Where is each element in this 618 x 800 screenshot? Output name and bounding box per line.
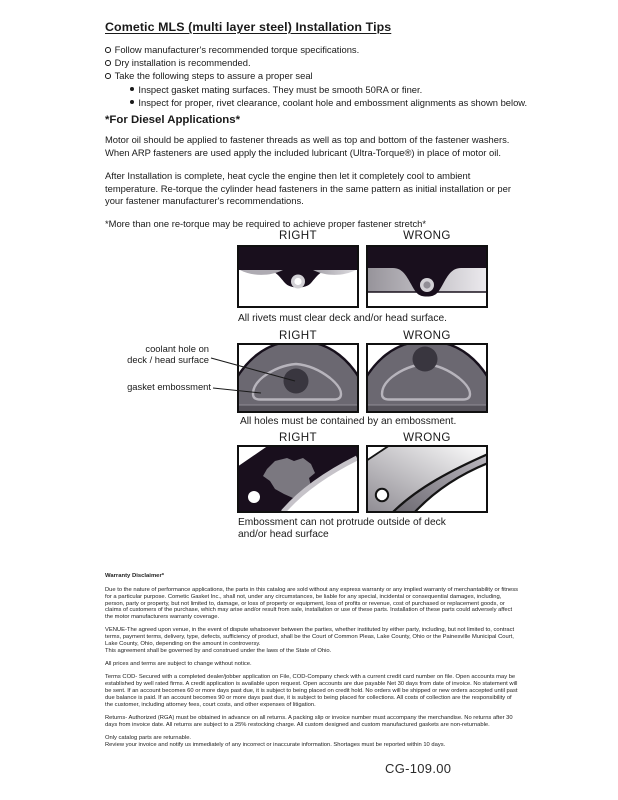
rivet-center bbox=[294, 278, 301, 285]
figure3-diagrams bbox=[237, 445, 488, 513]
leader-line-coolant bbox=[211, 358, 295, 381]
warranty-section bbox=[105, 573, 519, 755]
figure-caption: Embossment can not protrude outside of deck and/or head surface bbox=[238, 517, 446, 540]
open-bullet-icon bbox=[105, 73, 111, 79]
installation-tips-list bbox=[105, 43, 545, 109]
page-title: Cometic MLS (multi layer steel) Installation Tips bbox=[105, 20, 392, 34]
list-item-text: Inspect for proper, rivet clearance, coolant hole and embossment alignments as shown below. bbox=[138, 96, 528, 108]
list-item-text: Dry installation is recommended. bbox=[114, 57, 251, 69]
wrong-label: WRONG bbox=[403, 431, 451, 444]
leader-lines bbox=[205, 348, 305, 400]
wrong-label: WRONG bbox=[403, 329, 451, 342]
annotation-line: deck / head surface bbox=[127, 353, 209, 365]
deck-wrong-diagram bbox=[366, 445, 488, 513]
rivet-wrong-diagram bbox=[366, 245, 488, 308]
warranty-paragraph: This agreement shall be governed by and construed under the laws of the State of Ohio. bbox=[105, 647, 332, 654]
warranty-paragraph: All prices and terms are subject to change without notice. bbox=[105, 661, 252, 668]
right-label: RIGHT bbox=[278, 431, 318, 444]
rivet-center bbox=[423, 281, 430, 288]
list-item bbox=[105, 56, 545, 69]
filled-bullet-icon bbox=[130, 100, 134, 104]
warranty-paragraph: Returns- Authorized (RGA) must be obtained in advance on all returns. A packing slip or invoice number must accompany the merchandise. No returns after 30 days from invoice date. All returns are subject to a 25% restocking charge. All custom designed and custom manufactured gaskets are non-returnable. bbox=[105, 715, 513, 728]
warranty-heading: Warranty Disclaimer* bbox=[105, 573, 165, 579]
warranty-paragraph: Due to the nature of performance applications, the parts in this catalog are sold without any express warranty or any implied warranty of merchantability or fitness for a particular purpose. Cometic Gasket Inc., shall not, under any circumstances, be liable for any special, incidental or consequential damages, including, person, party or property, but not limited to, damage, or loss of property or equipment, loss of profits or revenue, cost of purchased or replacement goods, or claims of customers of the purchase, which may arise and/or result from sale, installation or use of these parts. Installation of these parts could adversely affect the motor manufacturers warranty coverage. bbox=[105, 586, 519, 621]
list-item-text: Take the following steps to assure a proper seal bbox=[114, 70, 313, 82]
doc-code: CG-109.00 bbox=[385, 761, 452, 776]
annotation-coolant-hole bbox=[100, 344, 209, 365]
warranty-paragraph: Review your invoice and notify us immediately of any incorrect or inaccurate information. Shortages must be reported within 10 days. bbox=[105, 741, 446, 748]
diesel-paragraph: Motor oil should be applied to fastener threads as well as top and bottom of the fastener washers. When ARP fasteners are used apply the included lubricant (Ultra-Torque®) in place of motor oil. bbox=[105, 134, 510, 158]
embossment-wrong-diagram bbox=[366, 343, 488, 413]
diesel-section bbox=[105, 114, 522, 242]
figure3-labels bbox=[237, 431, 488, 444]
bolt-hole bbox=[248, 491, 260, 503]
right-label: RIGHT bbox=[278, 329, 318, 342]
list-item bbox=[105, 43, 545, 56]
figure2-labels bbox=[237, 329, 488, 342]
figure1-diagrams bbox=[237, 245, 488, 308]
open-bullet-icon bbox=[105, 60, 111, 66]
list-item bbox=[130, 96, 545, 109]
filled-bullet-icon bbox=[130, 87, 134, 91]
rivet-right-diagram bbox=[237, 245, 359, 308]
diesel-paragraph: *More than one re-torque may be required to achieve proper fastener stretch* bbox=[105, 218, 427, 230]
right-label: RIGHT bbox=[278, 229, 318, 242]
list-item bbox=[105, 69, 545, 82]
figure-caption: All rivets must clear deck and/or head surface. bbox=[238, 313, 447, 324]
warranty-paragraph: VENUE-The agreed upon venue, in the event of dispute whatsoever between the parties, whether instituted by either party, including, but not limited to, contract terms, payment terms, delivery, type, defects, sufficiency of product, shall be the Court of Common Pleas, Lake County, Ohio or the Painesville Municipal Court, Lake County, Ohio, depending on the amount in controversy. bbox=[105, 627, 515, 648]
deck-strip bbox=[367, 405, 487, 412]
open-bullet-icon bbox=[105, 47, 111, 53]
figure1-labels bbox=[237, 229, 488, 242]
deck-right-diagram bbox=[237, 445, 359, 513]
bolt-hole bbox=[376, 489, 388, 501]
diesel-paragraph: After Installation is complete, heat cycle the engine then let it completely cool to ambient temperature. Re-torque the cylinder head fasteners in the same pattern as initial installation or per your fastener manufacturer's recommendations. bbox=[105, 170, 511, 207]
leader-line-embossment bbox=[213, 388, 261, 393]
warranty-paragraph: Terms COD- Secured with a completed dealer/jobber application on File, COD-Company check with a current credit card number on file. Open accounts may be established by well rated firms. A credit application is available upon request. Open accounts are due payable Net 30 days from date of invoice. No statement will be sent. If an account becomes 60 or more days past due, it is subject to being placed on credit hold. No orders will be shipped or new orders accepted until past due balance is paid. If an account becomes 90 or more days past due, it is subject to being placed for collections. All costs of collection are the responsibility of the customer, including attorney fees, court costs, and other expenses of litigation. bbox=[105, 674, 518, 708]
list-item-text: Follow manufacturer's recommended torque specifications. bbox=[114, 44, 360, 55]
wrong-label: WRONG bbox=[403, 229, 451, 242]
diesel-heading: *For Diesel Applications* bbox=[105, 114, 241, 126]
figure-caption: All holes must be contained by an embossment. bbox=[240, 416, 457, 427]
annotation-gasket-embossment: gasket embossment bbox=[127, 381, 211, 392]
annotation-line: coolant hole on bbox=[145, 343, 209, 354]
list-item-text: Inspect gasket mating surfaces. They must be smooth 50RA or finer. bbox=[138, 83, 423, 95]
deck-strip bbox=[238, 405, 358, 412]
list-item bbox=[130, 83, 545, 96]
coolant-hole bbox=[413, 347, 438, 372]
warranty-paragraph: Only catalog parts are returnable. bbox=[105, 735, 192, 742]
